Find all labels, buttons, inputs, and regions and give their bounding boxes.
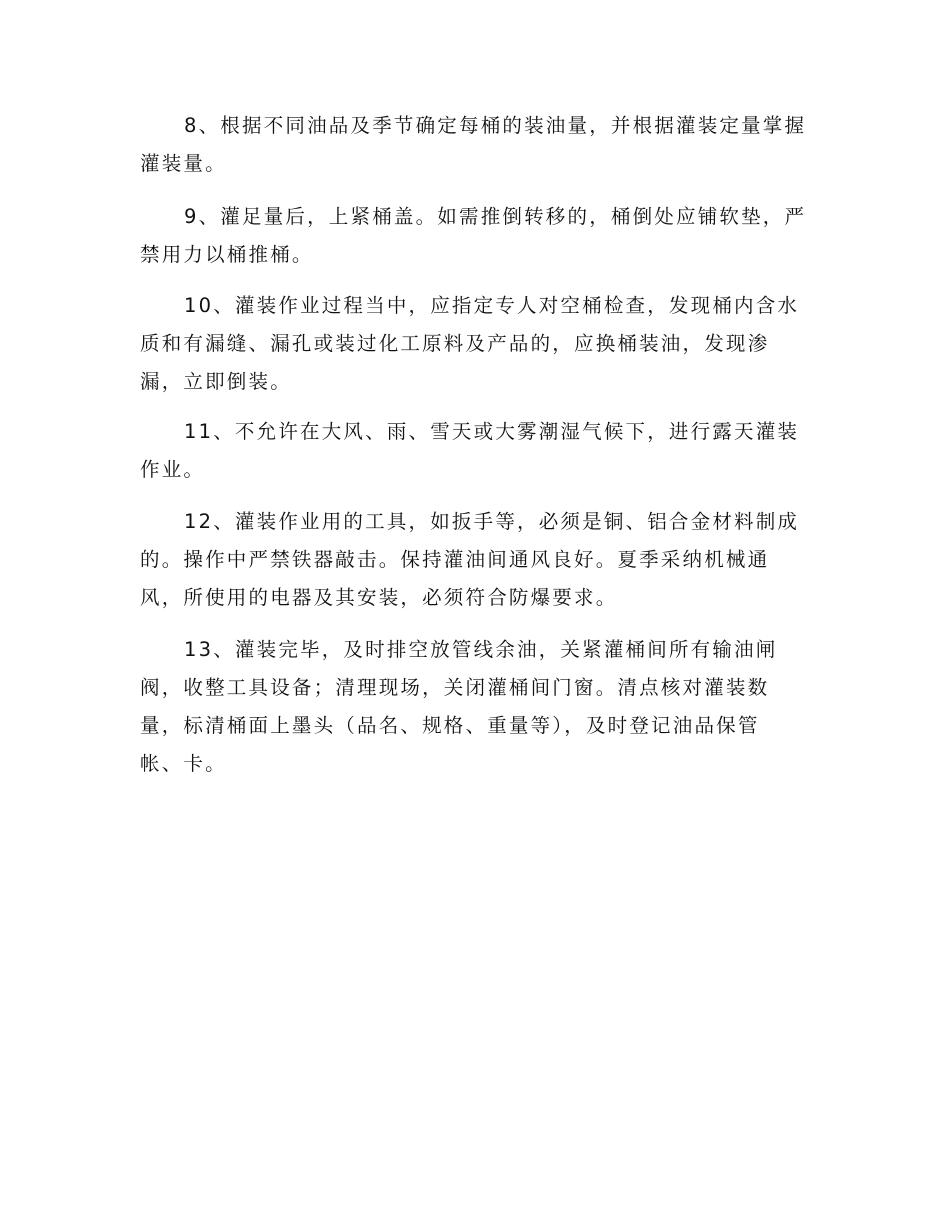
paragraph-line: 帐、卡。 xyxy=(140,752,227,775)
paragraph-line: 风，所使用的电器及其安装，必须符合防爆要求。 xyxy=(140,586,618,609)
paragraph-item-10 xyxy=(140,287,799,401)
paragraph-line: 的。操作中严禁铁器敲击。保持灌油间通风良好。夏季采纳机械通 xyxy=(140,548,770,571)
paragraph-line: 12、灌装作业用的工具，如扳手等，必须是铜、铝合金材料制成 xyxy=(184,510,800,533)
paragraph-item-12 xyxy=(140,503,799,617)
paragraph-line: 量，标清桶面上墨头（品名、规格、重量等），及时登记油品保管 xyxy=(140,714,760,737)
paragraph-line: 漏，立即倒装。 xyxy=(140,370,292,393)
paragraph-line: 作业。 xyxy=(140,458,206,481)
paragraph-line: 13、灌装完毕，及时排空放管线余油，关紧灌桶间所有输油闸 xyxy=(184,638,778,661)
paragraph-line: 阀，收整工具设备；清理现场，关闭灌桶间门窗。清点核对灌装数 xyxy=(140,676,770,699)
paragraph-line: 10、灌装作业过程当中，应指定专人对空桶检查，发现桶内含水 xyxy=(184,294,800,317)
paragraph-line: 9、灌足量后，上紧桶盖。如需推倒转移的，桶倒处应铺软垫，严 xyxy=(184,205,807,228)
paragraph-line: 禁用力以桶推桶。 xyxy=(140,243,314,266)
paragraph-item-13 xyxy=(140,631,777,783)
paragraph-line: 质和有漏缝、漏孔或装过化工原料及产品的，应换桶装油，发现渗 xyxy=(140,332,770,355)
paragraph-line: 灌装量。 xyxy=(140,152,227,175)
paragraph-item-11 xyxy=(140,413,799,489)
paragraph-item-8 xyxy=(140,107,806,183)
paragraph-line: 11、不允许在大风、雨、雪天或大雾潮湿气候下，进行露天灌装 xyxy=(184,420,800,443)
paragraph-item-9 xyxy=(140,198,806,274)
paragraph-line: 8、根据不同油品及季节确定每桶的装油量，并根据灌装定量掌握 xyxy=(184,114,807,137)
